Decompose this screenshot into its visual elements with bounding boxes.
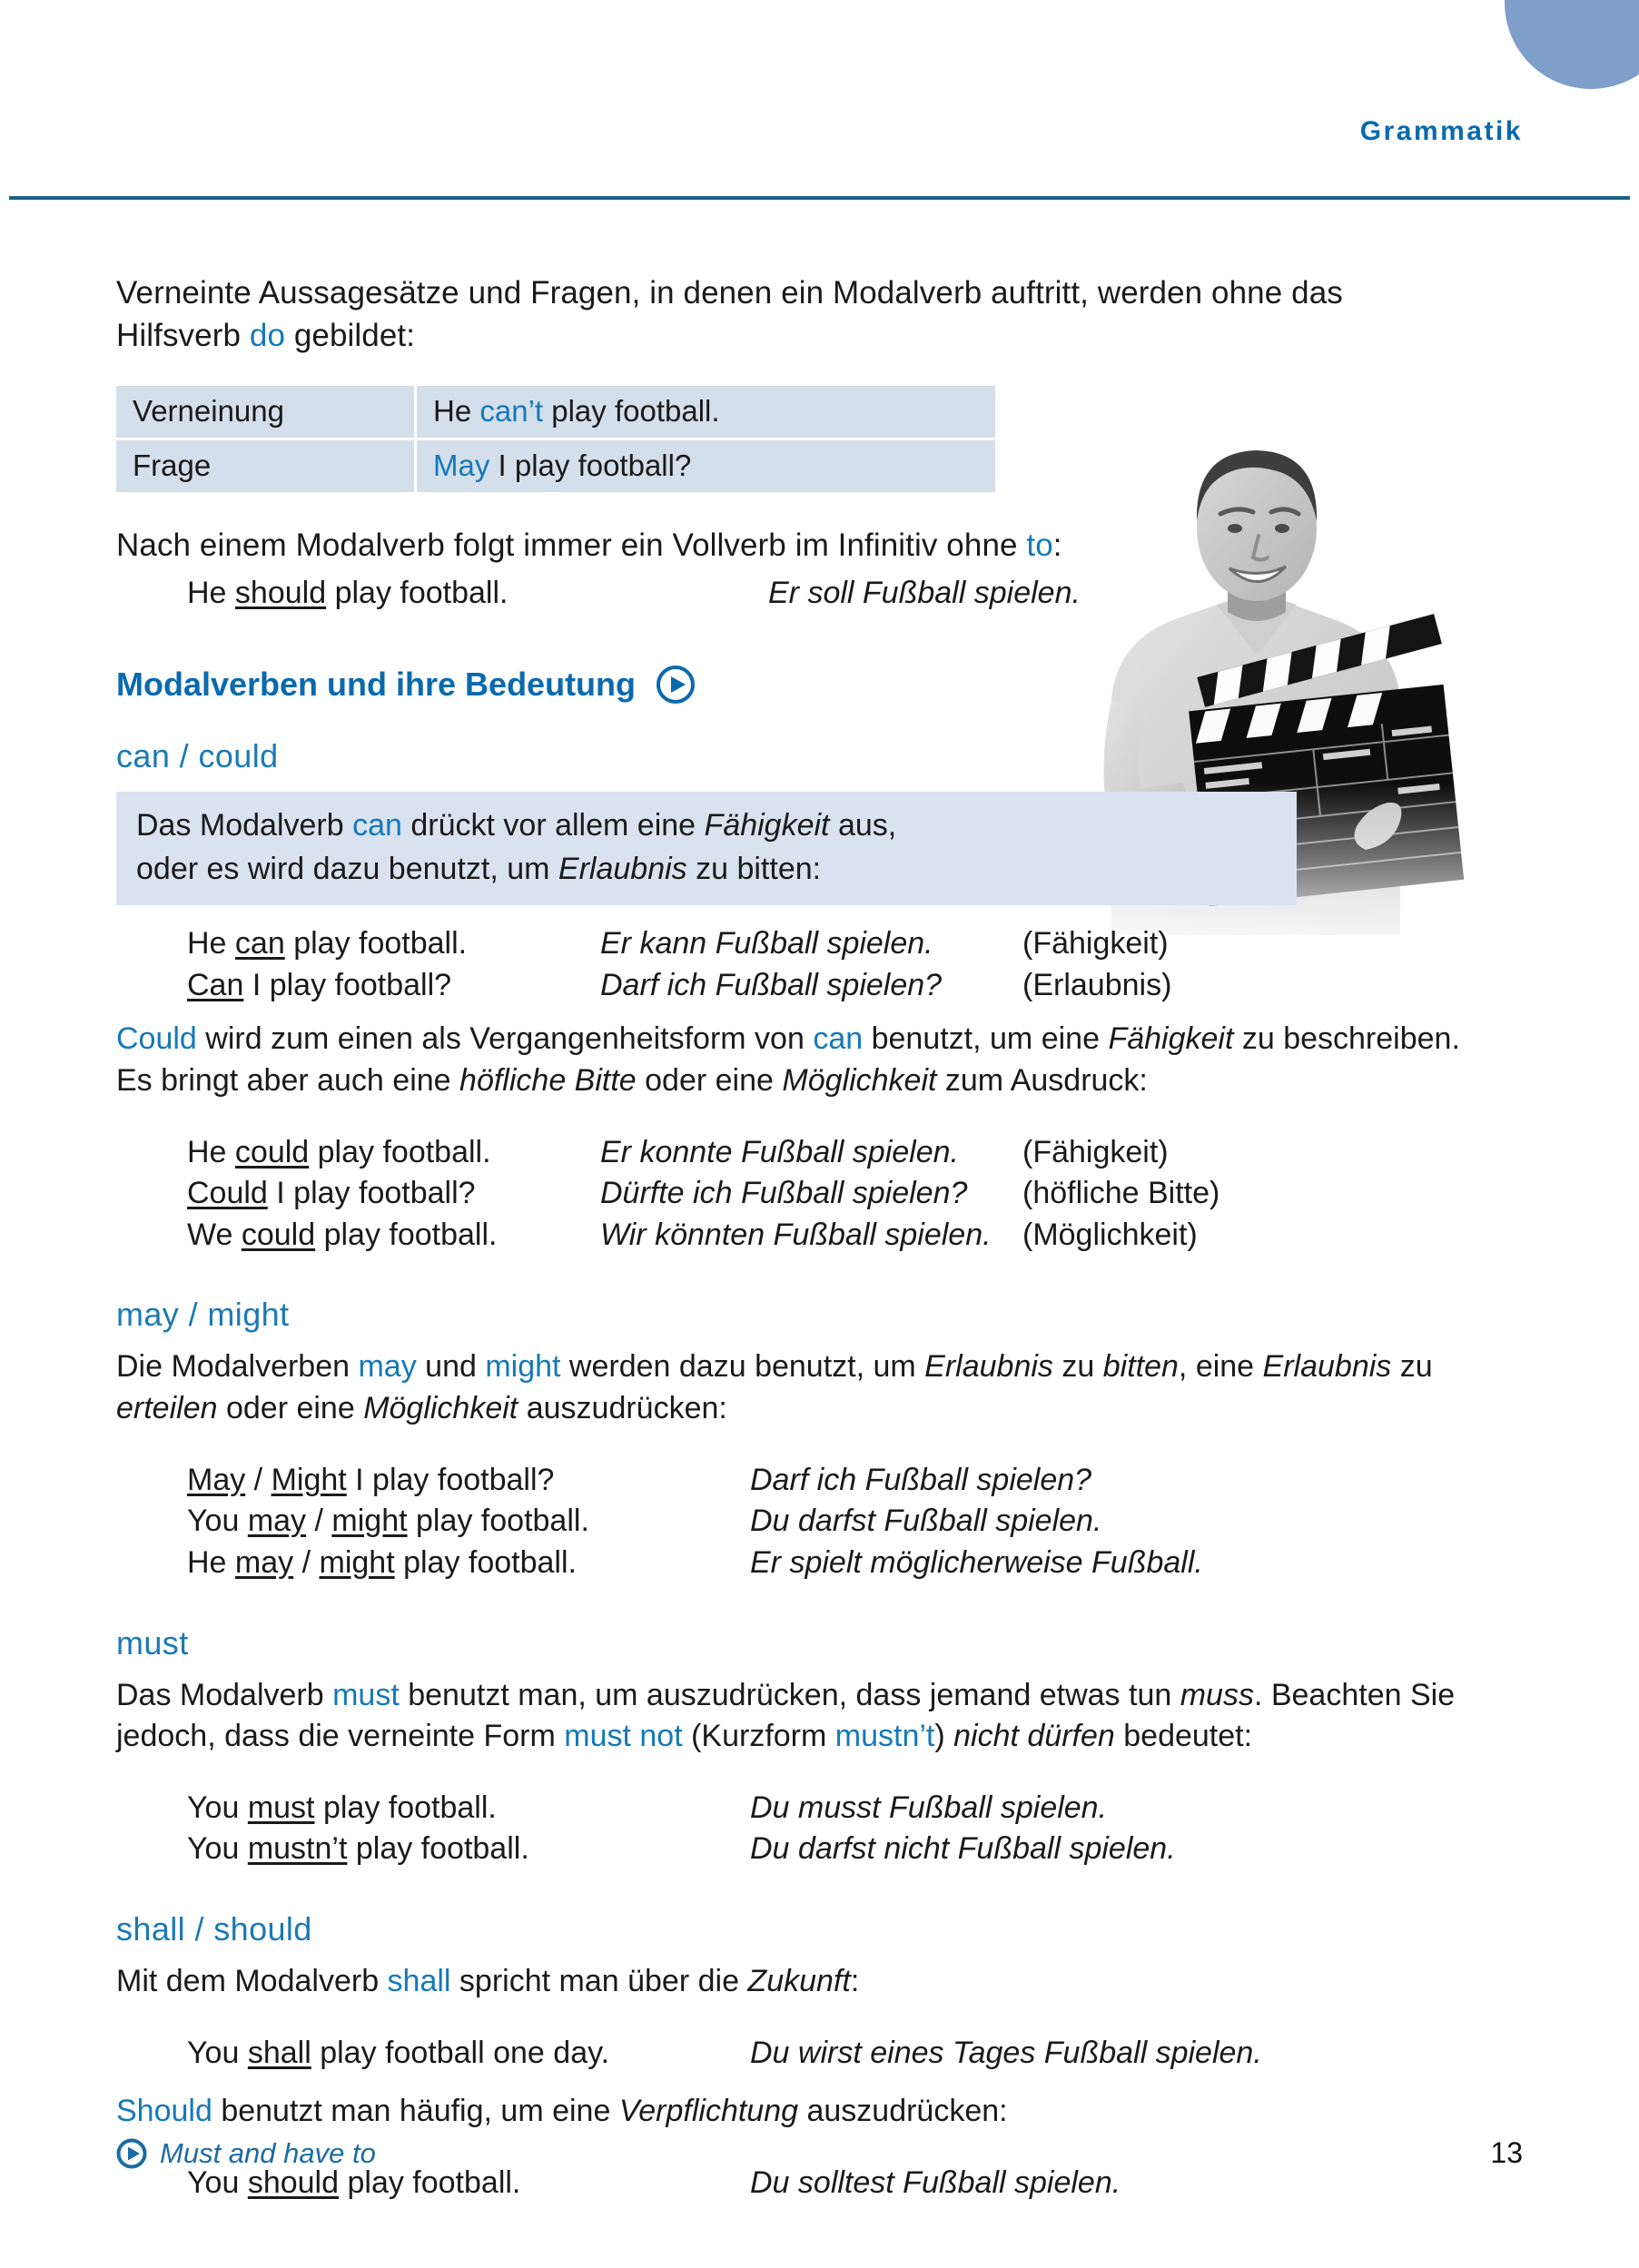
keyword-could: Could [116, 1021, 197, 1057]
example-english [187, 1215, 600, 1257]
must-text-0: Das Modalverb [116, 1677, 333, 1712]
example-text-post: play football. [309, 1134, 491, 1169]
term-hoefliche-bitte: höfliche Bitte [459, 1062, 637, 1098]
example-text-pre: You [187, 1790, 248, 1825]
example-row [187, 1501, 1496, 1543]
modal-verb-underlined: May [187, 1462, 246, 1497]
cell-text-post: I play football? [489, 449, 692, 483]
mm-text-0: Die Modalverben [116, 1349, 359, 1385]
shall-paragraph [116, 1961, 1496, 2002]
example-text-pre: You [187, 1504, 248, 1539]
must-text-2: . Beachten Sie jedoch, dass die verneinte Form [116, 1677, 1456, 1753]
table-cell-label: Frage [116, 440, 414, 492]
table-row [116, 386, 995, 438]
modal-verb-underlined: should [247, 2165, 340, 2201]
example-text-post: I play football? [346, 1462, 555, 1497]
subsection-heading-can-could: can / could [116, 737, 279, 775]
example-german: Du darfst nicht Fußball spielen. [750, 1831, 1176, 1867]
example-note: (Erlaubnis) [1022, 967, 1172, 1002]
keyword-might: might [485, 1349, 561, 1385]
example-german: Du darfst Fußball spielen. [750, 1504, 1102, 1539]
keyword-can: can [352, 808, 402, 843]
intro-line1: Verneinte Aussagesätze und Fragen, in denen ein Modalverb auftritt, werden ohne das [116, 275, 1343, 311]
example-note: (Fähigkeit) [1022, 1134, 1169, 1169]
term-muss: muss [1180, 1677, 1254, 1712]
subsection-heading-shall-should: shall / should [116, 1910, 312, 1948]
example-german: Darf ich Fußball spielen? [750, 1462, 1092, 1497]
should-text-2: auszudrücken: [798, 2093, 1008, 2128]
example-text-post: play football. [339, 2165, 521, 2201]
main-heading-label: Modalverben und ihre Bedeutung [116, 666, 637, 704]
play-icon[interactable] [656, 665, 696, 705]
may-might-paragraph [116, 1346, 1478, 1428]
term-moeglichkeit: Möglichkeit [782, 1062, 937, 1098]
example-row [187, 1132, 1496, 1174]
modal-verb-underlined: may [247, 1504, 307, 1539]
modal-verb-underlined: should [234, 575, 327, 610]
example-separator: / [306, 1504, 332, 1539]
term-erlaubnis-3: Erlaubnis [1262, 1349, 1392, 1385]
example-text-post: play football. [347, 1831, 529, 1867]
example-separator: / [245, 1462, 272, 1497]
modal-verb-underlined-2: might [331, 1504, 408, 1539]
example-english [187, 1132, 600, 1174]
section-heading-modalverben [116, 665, 1496, 705]
term-verpflichtung: Verpflichtung [618, 2093, 799, 2128]
modal-verb-underlined: could [234, 1134, 310, 1169]
example-text-post: play football. [394, 1544, 577, 1580]
mm-text-3: zu [1052, 1349, 1103, 1385]
table-row [116, 440, 995, 492]
modal-verb-underlined: could [241, 1217, 316, 1252]
mm-text-6: oder eine [217, 1390, 364, 1425]
header-title: Grammatik [1359, 116, 1523, 146]
keyword-shall: shall [387, 1964, 451, 1999]
term-moeglichkeit-2: Möglichkeit [363, 1390, 518, 1425]
play-icon[interactable] [116, 2138, 147, 2169]
example-text-pre: We [187, 1217, 242, 1252]
must-paragraph [116, 1675, 1478, 1757]
term-faehigkeit: Fähigkeit [704, 808, 830, 843]
example-text-post: play football. [407, 1504, 589, 1539]
example-english [187, 1501, 750, 1543]
mm-text-7: auszudrücken: [518, 1390, 727, 1425]
keyword-may: May [433, 449, 490, 483]
example-row [187, 1829, 1496, 1870]
example-german: Er kann Fußball spielen. [600, 926, 933, 961]
example-note: (Möglichkeit) [1022, 1217, 1198, 1252]
example-german: Er soll Fußball spielen. [768, 575, 1081, 610]
example-text-post: I play football? [267, 1176, 476, 1211]
keyword-should: Should [116, 2093, 212, 2128]
example-row [187, 1173, 1496, 1215]
corner-decoration-circle [1505, 0, 1639, 89]
example-english [187, 965, 600, 1007]
infinitive-rule-paragraph [116, 525, 1496, 567]
could-text-1: wird zum einen als Vergangenheitsform von [196, 1021, 814, 1057]
modal-verb-underlined-2: might [319, 1544, 395, 1580]
infobox-text-4: oder es wird dazu benutzt, um [136, 851, 558, 886]
keyword-must: must [332, 1677, 400, 1712]
table-cell-label: Verneinung [116, 386, 414, 438]
keyword-to: to [1026, 527, 1053, 563]
modal-verb-underlined: Could [187, 1176, 268, 1211]
must-text-1: benutzt man, um auszudrücken, dass jemand etwas tun [399, 1677, 1180, 1712]
example-text-pre: He [187, 1544, 235, 1580]
could-text-3: zu beschreiben. Es bringt aber auch eine [116, 1021, 1460, 1098]
example-english [187, 1788, 750, 1829]
example-text-post: play football. [315, 1217, 498, 1252]
infinitive-lead-end: : [1052, 527, 1062, 563]
example-english [187, 2033, 750, 2075]
must-text-5: bedeutet: [1114, 1718, 1253, 1753]
example-german: Er konnte Fußball spielen. [600, 1134, 959, 1169]
modal-verb-underlined: may [234, 1544, 294, 1580]
shall-text-0: Mit dem Modalverb [116, 1964, 388, 1999]
intro-paragraph [116, 272, 1496, 357]
must-text-4: ) [934, 1718, 954, 1753]
keyword-may-2: may [358, 1349, 417, 1385]
could-paragraph [116, 1019, 1478, 1100]
modal-verb-underlined: shall [247, 2036, 311, 2071]
shall-text-2: : [850, 1964, 860, 1999]
table-cell-example [417, 386, 995, 438]
modal-verb-underlined-2: Might [271, 1462, 347, 1497]
example-row [187, 923, 1496, 965]
example-row [187, 2033, 1496, 2075]
mm-text-5: zu [1391, 1349, 1433, 1385]
mm-text-4: , eine [1178, 1349, 1263, 1385]
example-text-post: play football one day. [311, 2036, 610, 2071]
example-german: Du solltest Fußball spielen. [750, 2165, 1121, 2201]
infobox-text-1: Das Modalverb [136, 808, 353, 843]
could-text-4: oder eine [636, 1062, 783, 1098]
example-text-pre: You [187, 2036, 248, 2071]
example-row [187, 1788, 1496, 1829]
example-note: (höfliche Bitte) [1022, 1176, 1220, 1211]
example-german: Du wirst eines Tages Fußball spielen. [750, 2036, 1262, 2071]
example-german: Er spielt möglicherweise Fußball. [750, 1544, 1203, 1580]
example-english [187, 1543, 750, 1584]
term-nicht-duerfen: nicht dürfen [953, 1718, 1115, 1753]
infobox-text-3: aus, [829, 808, 897, 843]
example-german: Wir könnten Fußball spielen. [600, 1217, 992, 1252]
example-text-pre: He [187, 575, 235, 610]
example-english [187, 1173, 600, 1215]
example-row [187, 1460, 1496, 1502]
intro-line2-b: gebildet: [285, 317, 416, 353]
term-erlaubnis-2: Erlaubnis [924, 1349, 1053, 1385]
header-divider [9, 196, 1630, 200]
should-paragraph [116, 2091, 1496, 2132]
infobox-text-5: zu bitten: [686, 851, 822, 886]
modal-verb-underlined: mustn’t [247, 1831, 348, 1867]
subsection-heading-may-might: may / might [116, 1296, 290, 1334]
term-zukunft: Zukunft [747, 1964, 851, 1999]
mm-text-1: und [416, 1349, 486, 1385]
page-number: 13 [1490, 2136, 1523, 2169]
example-english [187, 1460, 750, 1502]
keyword-cant: can’t [479, 394, 544, 429]
subsection-heading-must: must [116, 1623, 189, 1662]
example-text-pre: You [187, 1831, 248, 1867]
shall-text-1: spricht man über die [450, 1964, 748, 1999]
example-german: Du musst Fußball spielen. [750, 1790, 1108, 1825]
footer-label: Must and have to [160, 2136, 376, 2169]
modal-verb-underlined: must [247, 1790, 315, 1825]
term-faehigkeit-2: Fähigkeit [1108, 1021, 1234, 1057]
example-note: (Fähigkeit) [1022, 926, 1169, 961]
table-cell-example [417, 440, 995, 492]
example-german: Darf ich Fußball spielen? [600, 967, 943, 1002]
example-text-pre: He [187, 926, 235, 961]
keyword-mustnt: mustn’t [834, 1718, 935, 1753]
example-german: Dürfte ich Fußball spielen? [600, 1176, 968, 1211]
term-bitten: bitten [1102, 1349, 1179, 1385]
keyword-must-not: must not [564, 1718, 683, 1753]
example-row [187, 1543, 1496, 1584]
intro-line2-a: Hilfsverb [116, 317, 250, 353]
could-text-5: zum Ausdruck: [936, 1062, 1148, 1098]
mm-text-2: werden dazu benutzt, um [560, 1349, 925, 1385]
example-separator: / [293, 1544, 320, 1580]
keyword-can-2: can [813, 1021, 864, 1057]
term-erlaubnis: Erlaubnis [558, 851, 687, 886]
example-text-post: play football. [326, 575, 508, 610]
infobox-text-2: drückt vor allem eine [401, 808, 705, 843]
example-text-post: I play football? [243, 967, 452, 1002]
example-english [187, 573, 768, 615]
page-footer [116, 2136, 1523, 2170]
example-text-pre: He [187, 1134, 235, 1169]
keyword-do: do [249, 317, 286, 353]
modal-verb-underlined: Can [187, 967, 244, 1002]
example-row [187, 573, 1496, 615]
example-row [187, 1215, 1496, 1257]
example-english [187, 923, 600, 965]
should-text-1: benutzt man häufig, um eine [212, 2093, 619, 2128]
example-english [187, 1829, 750, 1870]
example-text-post: play football. [284, 926, 468, 961]
cell-text-post: play football. [543, 394, 720, 429]
example-text-pre: You [187, 2165, 248, 2201]
infinitive-lead: Nach einem Modalverb folgt immer ein Vollverb im Infinitiv ohne [116, 527, 1027, 563]
info-box-can [116, 792, 1297, 905]
footer-audio-reference[interactable] [116, 2137, 376, 2170]
could-text-2: benutzt, um eine [863, 1021, 1109, 1057]
page-content [116, 272, 1496, 2204]
modal-verb-underlined: can [234, 926, 285, 961]
cell-text-pre: He [433, 394, 480, 429]
term-erteilen: erteilen [116, 1390, 218, 1425]
example-row [187, 965, 1496, 1007]
negation-question-table [116, 386, 995, 492]
example-text-post: play football. [314, 1790, 497, 1825]
must-text-3: (Kurzform [682, 1718, 835, 1753]
